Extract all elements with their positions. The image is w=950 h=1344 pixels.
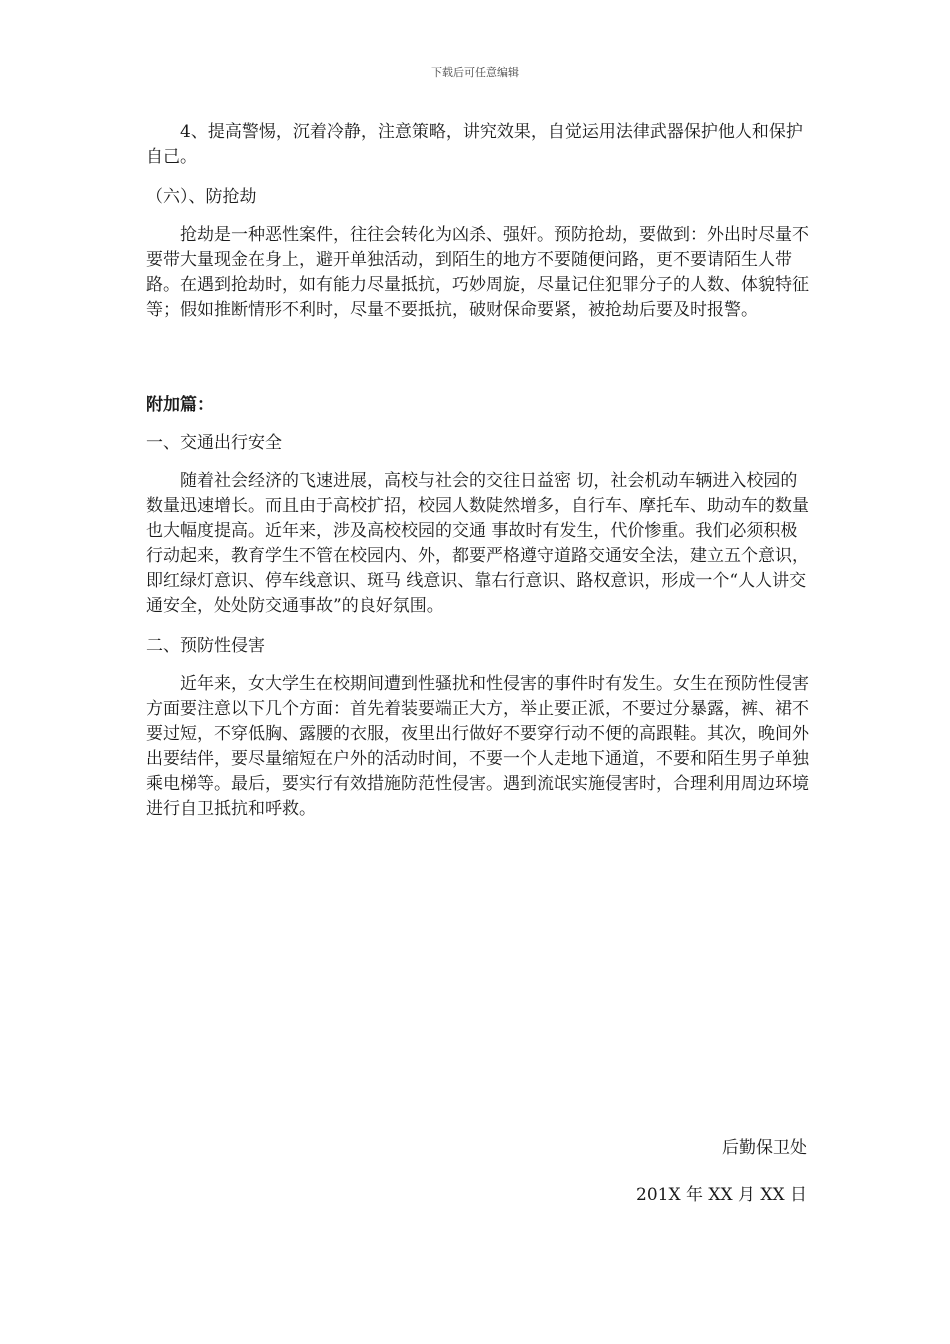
spacer [146, 338, 810, 393]
paragraph-harassment: 近年来，女大学生在校期间遭到性骚扰和性侵害的事件时有发生。女生在预防性侵害方面要注意以下几个方面：首先着装要端正大方，举止要正派，不要过分暴露，裤、裙不要过短，不穿低胸、露腰的衣服，夜里出行做好不要穿行动不便的高跟鞋。其次，晚间外出要结伴，要尽量缩短在户外的活动时间，不要一个人走地下通道，不要和陌生男子单独乘电梯等。最后，要实行有效措施防范性侵害。遇到流氓实施侵害时，合理利用周边环境进行自卫抵抗和呼救。 [146, 674, 809, 819]
section-heading-harassment: 二、预防性侵害 [146, 636, 265, 656]
section-heading-traffic: 一、交通出行安全 [146, 433, 282, 453]
document-body [146, 120, 810, 837]
page-header: 下载后可任意编辑 [431, 66, 519, 79]
appendix-heading: 附加篇： [146, 395, 214, 415]
paragraph-alertness: 4、提高警惕，沉着冷静，注意策略，讲究效果，自觉运用法律武器保护他人和保护自己。 [146, 122, 803, 167]
paragraph-robbery: 抢劫是一种恶性案件，往往会转化为凶杀、强奸。预防抢劫，要做到：外出时尽量不要带大量现金在身上，避开单独活动，到陌生的地方不要随便问路，更不要请陌生人带路。在遇到抢劫时，如有能力尽量抵抗，巧妙周旋，尽量记住犯罪分子的人数、体貌特征等；假如推断情形不利时，尽量不要抵抗，破财保命要紧，被抢劫后要及时报警。 [146, 225, 809, 320]
paragraph-traffic: 随着社会经济的飞速进展，高校与社会的交往日益密 切，社会机动车辆进入校园的数量迅速增长。而且由于高校扩招，校园人数陡然增多，自行车、摩托车、助动车的数量也大幅度提高。近年来，涉及高校校园的交通 事故时有发生，代价惨重。我们必须积极行动起来，教育学生不管在校园内、外，都要严格遵守道路交通安全法，建立五个意识，即红绿灯意识、停车线意识、斑马 线意识、靠右行意识、路权意识，形成一个“人人讲交通安全，处处防交通事故”的良好氛围。 [146, 471, 809, 616]
section-heading-robbery: （六）、防抢劫 [146, 187, 257, 207]
signature-date: 201X 年 XX 月 XX 日 [636, 1185, 807, 1205]
signature-org: 后勤保卫处 [722, 1138, 807, 1158]
